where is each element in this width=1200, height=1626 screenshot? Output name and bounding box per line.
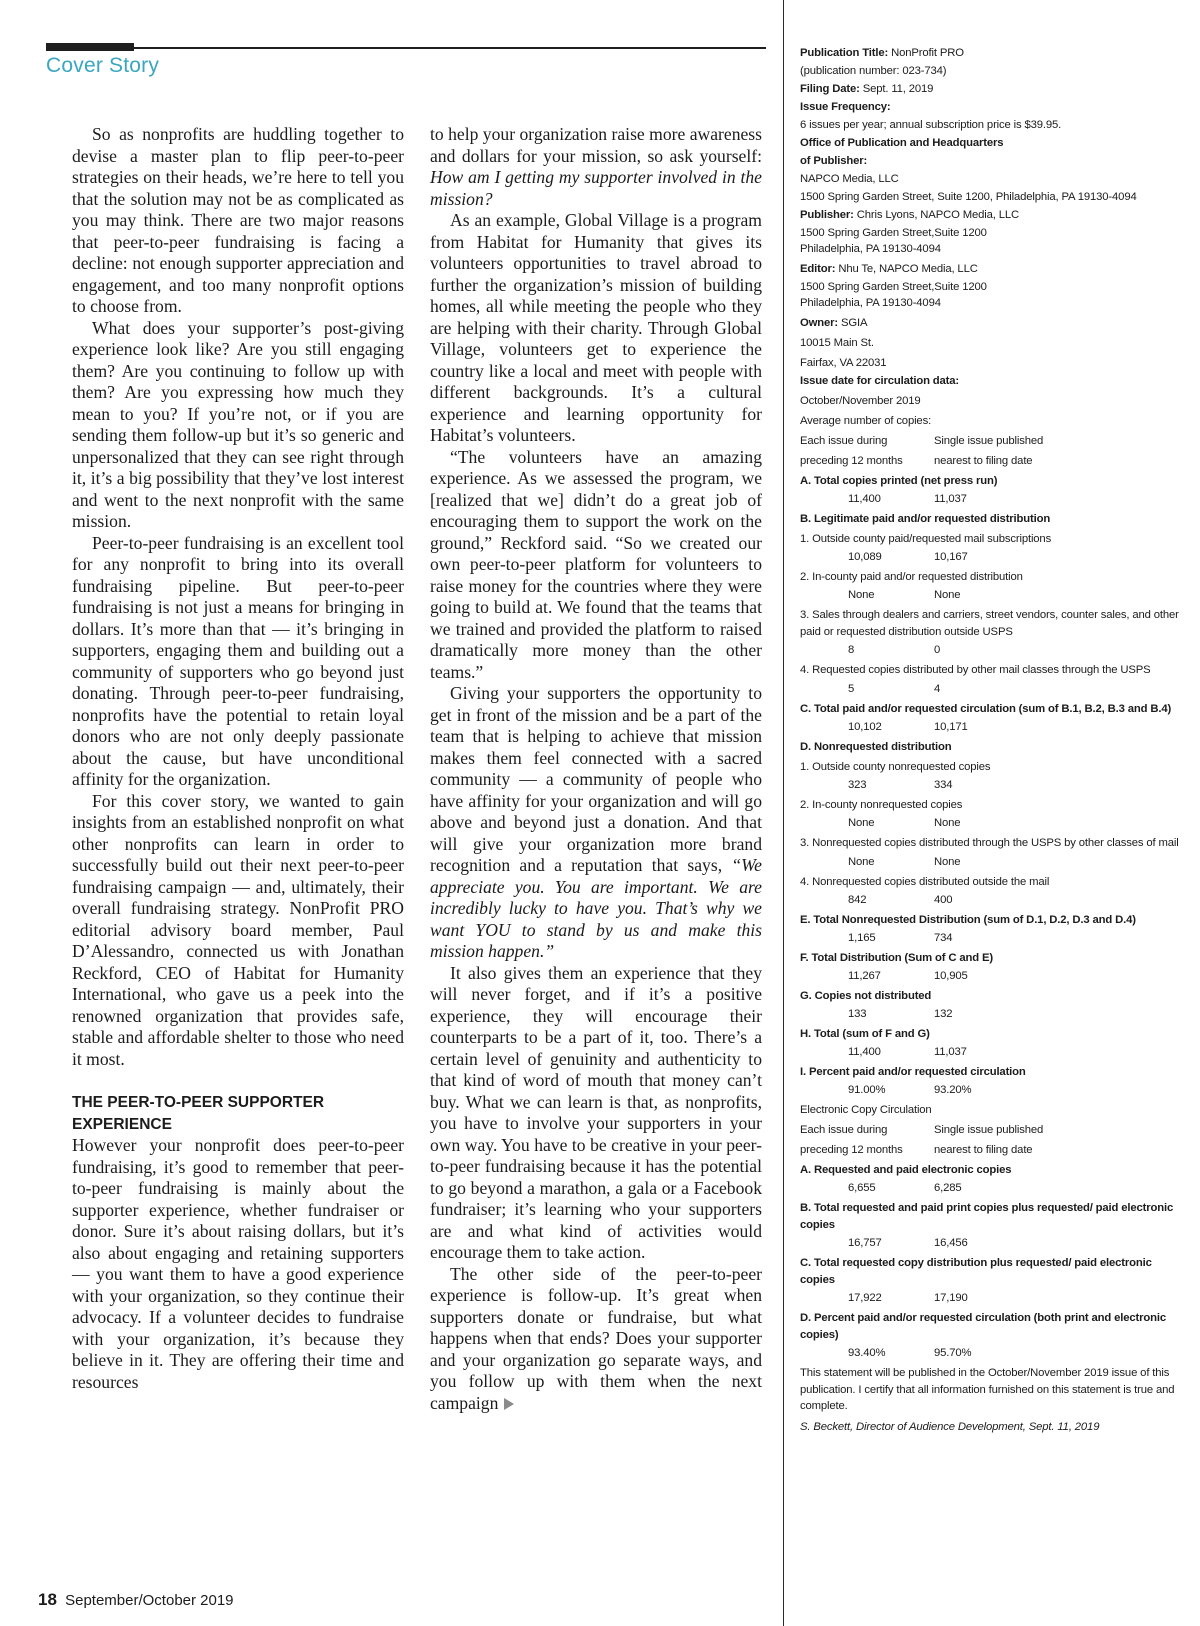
label: nearest to filing date xyxy=(934,1144,1033,1156)
row-values xyxy=(800,776,1180,794)
value: NonProfit PRO xyxy=(891,47,964,59)
value: 10,905 xyxy=(934,970,968,982)
label: Editor: xyxy=(800,263,836,275)
value: SGIA xyxy=(841,317,868,329)
label: C. Total requested copy distribution plus requested/ paid electronic copies xyxy=(800,1257,1152,1286)
editor-line xyxy=(800,260,1180,278)
row-label: 2. In-county paid and/or requested distribution xyxy=(800,571,1023,583)
row-values xyxy=(800,680,1180,698)
row-label xyxy=(800,1309,1180,1344)
office-address: 1500 Spring Garden Street, Suite 1200, Philadelphia, PA 19130-4094 xyxy=(800,191,1137,203)
italic-quote: How am I getting my supporter involved in the mission? xyxy=(430,167,762,209)
row-label xyxy=(800,738,1180,756)
paragraph-text: The other side of the peer-to-peer experience is follow-up. It’s great when supporters donate or fundraise, but what happens when that ends? Does your supporter and your organization go separate ways, and you follow up with them when the next campaign xyxy=(430,1263,762,1413)
label: Publication Title: xyxy=(800,47,889,59)
value: 93.20% xyxy=(934,1084,972,1096)
owner-line xyxy=(800,314,1180,332)
row-label xyxy=(800,949,1180,967)
article-column-2 xyxy=(430,124,762,1414)
label: of Publisher: xyxy=(800,155,868,167)
value: 10,167 xyxy=(934,551,968,563)
column-divider xyxy=(783,0,784,1626)
paragraph: For this cover story, we wanted to gain insights from an established nonprofit on what other nonprofits can learn in order to successfully build out their next peer-to-peer fundraising campaign — and, ultimately, their overall fundraising strategy. NonProfit PRO editorial advisory board member, Paul D’Alessandro, connected us with Jonathan Reckford, CEO of Habitat for Humanity International, who gave us a peek into the renowned organization that provides safe, stable and affordable shelter to those who need it most. xyxy=(72,790,404,1069)
owner-address: 10015 Main St. xyxy=(800,337,874,349)
value: 842 xyxy=(848,893,867,906)
publisher-address: Philadelphia, PA 19130-4094 xyxy=(800,243,941,255)
value: 11,400 xyxy=(848,493,881,505)
value: 10,089 xyxy=(848,551,882,563)
value: 734 xyxy=(934,932,953,944)
label: Filing Date: xyxy=(800,83,860,95)
issue-date: September/October 2019 xyxy=(65,1592,234,1609)
label: nearest to filing date xyxy=(934,455,1033,467)
section-label: Cover Story xyxy=(46,54,160,77)
office-label xyxy=(800,134,1180,152)
label: G. Copies not distributed xyxy=(800,990,932,1002)
label: I. Percent paid and/or requested circulation xyxy=(800,1066,1026,1078)
row-values xyxy=(800,1344,1180,1362)
issue-frequency: 6 issues per year; annual subscription price is $39.95. xyxy=(800,119,1062,131)
value: 11,400 xyxy=(848,1046,881,1058)
value: 11,037 xyxy=(934,1046,967,1058)
row-label: 3. Nonrequested copies distributed through the USPS by other classes of mail xyxy=(800,837,1179,849)
row-label xyxy=(800,1199,1180,1234)
publication-number: (publication number: 023-734) xyxy=(800,65,947,77)
row-values xyxy=(800,853,1180,871)
header-rule-accent xyxy=(46,43,134,51)
value: Nhu Te, NAPCO Media, LLC xyxy=(838,263,978,275)
value: 5 xyxy=(848,682,855,695)
label: F. Total Distribution (Sum of C and E) xyxy=(800,952,994,964)
page-number: 18 xyxy=(38,1590,57,1609)
value: 95.70% xyxy=(934,1347,972,1359)
paragraph: “The volunteers have an amazing experience. As we assessed the program, we [realized that we] didn’t do a great job of encouraging them to support the work on the ground,” Reckford said. “So we created our own peer-to-peer platform for volunteers to raise money for the countries where they were going to build at. We found that the teams that we trained and provided the platform to raised dramatically more money than the other teams.” xyxy=(430,446,762,682)
label: A. Total copies printed (net press run) xyxy=(800,475,998,487)
row-values xyxy=(800,1289,1180,1307)
row-label: 3. Sales through dealers and carriers, street vendors, counter sales, and other paid or requested distribution outside USPS xyxy=(800,609,1179,638)
label: D. Nonrequested distribution xyxy=(800,741,952,753)
paragraph: Peer-to-peer fundraising is an excellent tool for any nonprofit to bring into its overall fundraising pipeline. But peer-to-peer fundraising is not just a means for bringing in dollars. It’s more than that — it’s bringing in supporters, engaging them and building out a community of supporters who go beyond just donating. Through peer-to-peer fundraising, nonprofits have the potential to retain loyal donors who are not only deeply passionate about the cause, but have unconditional affinity for the organization. xyxy=(72,532,404,789)
value: 11,037 xyxy=(934,493,967,505)
average-copies-label: Average number of copies: xyxy=(800,415,932,427)
value: None xyxy=(848,817,875,829)
article-column-1 xyxy=(72,124,404,1393)
row-label xyxy=(800,1063,1180,1081)
row-label xyxy=(800,700,1180,719)
paragraph: What does your supporter’s post-giving experience look like? Are you still engaging them? Are you continuing to follow up with them? Are you expressing how much they mean to you? If you’re not, or if you are sending them follow-up but it’s so generic and unpersonalized that they can see right through it, it’s a big possibility that they’ve lost interest and went to the next nonprofit with the same mission. xyxy=(72,317,404,531)
row-values xyxy=(800,490,1180,508)
value: None xyxy=(934,855,961,868)
paragraph xyxy=(430,124,762,210)
label: E. Total Nonrequested Distribution (sum of D.1, D.2, D.3 and D.4) xyxy=(800,913,1136,926)
page-footer xyxy=(38,1590,234,1610)
label: Issue Frequency: xyxy=(800,101,891,113)
value: 8 xyxy=(848,644,855,656)
value: 17,922 xyxy=(848,1292,882,1304)
closing-statement: This statement will be published in the October/November 2019 issue of this publication. I certify that all information furnished on this statement is true and complete. xyxy=(800,1367,1175,1412)
value: 6,285 xyxy=(934,1182,962,1194)
paragraph: It also gives them an experience that they will never forget, and if it’s a positive experience, they will encourage their counterparts to be a part of it, too. There’s a certain level of genuinity and authenticity to that kind of word of mouth that money can’t buy. What we can learn is that, as nonprofits, you have to involve your supporters in your own way. You have to be creative in your peer-to-peer fundraising because it has the potential to go beyond a marathon, a gala or a Facebook fundraiser; it’s learning who your supporters are and what kind of activities would encourage them to take action. xyxy=(430,962,762,1262)
value: Chris Lyons, NAPCO Media, LLC xyxy=(856,209,1019,221)
row-label xyxy=(800,510,1180,528)
value: 132 xyxy=(934,1008,953,1020)
label: Office of Publication and Headquarters xyxy=(800,137,1004,149)
row-values xyxy=(800,641,1180,659)
paragraph: As an example, Global Village is a program from Habitat for Humanity that gives its volunteers opportunities to travel abroad to further the organization’s mission of building homes, all while meeting the people who they are helping with their charity. Through Global Village, volunteers get to experience the country like a local and meet with people with different backgrounds. It’s a cultural experience and learning opportunity for Habitat’s volunteers. xyxy=(430,210,762,445)
label: D. Percent paid and/or requested circulation (both print and electronic copies) xyxy=(800,1312,1166,1341)
electronic-heading: Electronic Copy Circulation xyxy=(800,1104,932,1116)
value: 10,171 xyxy=(934,721,968,733)
row-label xyxy=(800,472,1180,490)
row-label: 2. In-county nonrequested copies xyxy=(800,799,963,811)
row-values xyxy=(800,967,1180,985)
value: 1,165 xyxy=(848,932,876,944)
row-label xyxy=(800,1025,1180,1043)
row-label: 1. Outside county nonrequested copies xyxy=(800,761,991,773)
row-values xyxy=(800,1179,1180,1197)
row-values xyxy=(800,586,1180,604)
value: 11,267 xyxy=(848,970,881,982)
filing-date-line xyxy=(800,80,1180,98)
row-values xyxy=(800,1043,1180,1061)
value: 4 xyxy=(934,682,941,695)
label: preceding 12 months xyxy=(800,1144,903,1156)
issue-date-label xyxy=(800,372,1180,390)
paragraph: So as nonprofits are huddling together to devise a master plan to flip peer-to-peer strategies on their heads, we’re here to tell you that the solution may not be as complicated as you may think. There are two major reasons that peer-to-peer fundraising is facing a decline: not enough supporter appreciation and engagement, and too many nonprofit options to choose from. xyxy=(72,124,404,316)
row-values xyxy=(800,814,1180,832)
column-heading xyxy=(800,452,1180,470)
owner-address: Fairfax, VA 22031 xyxy=(800,357,887,369)
paragraph xyxy=(430,683,762,963)
value: Sept. 11, 2019 xyxy=(862,83,934,95)
publisher-line xyxy=(800,206,1180,224)
label: B. Total requested and paid print copies plus requested/ paid electronic copies xyxy=(800,1202,1174,1231)
paragraph-text: to help your organization raise more awareness and dollars for your mission, so ask yourself: xyxy=(430,124,762,166)
row-values xyxy=(800,548,1180,566)
value: None xyxy=(934,589,961,601)
label: Each issue during xyxy=(800,1124,888,1136)
issue-date-value: October/November 2019 xyxy=(800,395,921,407)
value: 16,757 xyxy=(848,1237,882,1249)
value: 323 xyxy=(848,779,867,791)
label: B. Legitimate paid and/or requested distribution xyxy=(800,513,1051,525)
column-heading xyxy=(800,1141,1180,1159)
row-values xyxy=(800,929,1180,947)
row-label: 4. Nonrequested copies distributed outside the mail xyxy=(800,875,1050,888)
label: Single issue published xyxy=(934,1124,1044,1136)
ownership-statement xyxy=(800,44,1180,1436)
signature-line: S. Beckett, Director of Audience Development, Sept. 11, 2019 xyxy=(800,1420,1100,1433)
value: None xyxy=(934,817,961,829)
label: Owner: xyxy=(800,317,839,329)
label: A. Requested and paid electronic copies xyxy=(800,1164,1012,1176)
publication-title-line xyxy=(800,44,1180,62)
value: 400 xyxy=(934,893,953,906)
value: 91.00% xyxy=(848,1084,886,1096)
row-label xyxy=(800,1161,1180,1179)
paragraph xyxy=(430,1264,762,1415)
value: 6,655 xyxy=(848,1182,876,1194)
column-heading xyxy=(800,432,1180,450)
row-label xyxy=(800,911,1180,930)
row-values xyxy=(800,1005,1180,1023)
value: 10,102 xyxy=(848,721,882,733)
row-values xyxy=(800,1234,1180,1252)
row-label xyxy=(800,987,1180,1005)
label: Publisher: xyxy=(800,209,854,221)
editor-address: Philadelphia, PA 19130-4094 xyxy=(800,297,941,309)
row-values xyxy=(800,891,1180,909)
office-label xyxy=(800,152,1180,170)
continue-arrow-icon xyxy=(504,1398,514,1410)
label: Each issue during xyxy=(800,435,888,447)
italic-quote: “We appreciate you. You are important. We are incredibly lucky to have you. That’s why we want YOU to stand by us and make this mission happen.” xyxy=(430,855,762,961)
value: None xyxy=(848,855,875,868)
label: Issue date for circulation data: xyxy=(800,375,960,387)
publisher-address: 1500 Spring Garden Street,Suite 1200 xyxy=(800,227,987,239)
header-rule xyxy=(46,47,766,49)
paragraph-text: Giving your supporters the opportunity to get in front of the mission and be a part of the team that is helping to achieve that mission makes them feel connected with a sacred community — a community of people who have affinity for your organization and will go above and beyond just a donation. And that will give your organization more brand recognition and a reputation that says, xyxy=(430,683,762,875)
row-label: 1. Outside county paid/requested mail subscriptions xyxy=(800,533,1052,545)
section-heading: THE PEER-TO-PEER SUPPORTER EXPERIENCE xyxy=(72,1094,325,1133)
row-values xyxy=(800,718,1180,736)
label: C. Total paid and/or requested circulation (sum of B.1, B.2, B.3 and B.4) xyxy=(800,702,1172,715)
row-label xyxy=(800,1254,1180,1289)
value: None xyxy=(848,589,875,601)
label: Single issue published xyxy=(934,435,1044,447)
value: 93.40% xyxy=(848,1347,886,1359)
column-heading xyxy=(800,1121,1180,1139)
issue-frequency-label xyxy=(800,98,1180,116)
value: 0 xyxy=(934,644,941,656)
paragraph: However your nonprofit does peer-to-peer fundraising, it’s good to remember that peer-to-peer fundraising is mainly about the supporter experience, whether fundraiser or donor. Sure it’s about raising dollars, but it’s also about engaging and retaining supporters — you want them to have a good experience with your organization, so they continue their advocacy. If a volunteer decides to fundraise with your organization, it’s because they believe in it. They are offering their time and resources xyxy=(72,1135,404,1392)
value: 16,456 xyxy=(934,1237,968,1249)
row-label: 4. Requested copies distributed by other mail classes through the USPS xyxy=(800,664,1151,676)
value: 17,190 xyxy=(934,1292,968,1304)
label: H. Total (sum of F and G) xyxy=(800,1028,930,1040)
office-name: NAPCO Media, LLC xyxy=(800,173,899,185)
editor-address: 1500 Spring Garden Street,Suite 1200 xyxy=(800,281,987,293)
label: preceding 12 months xyxy=(800,455,903,467)
row-values xyxy=(800,1081,1180,1099)
value: 334 xyxy=(934,779,953,791)
value: 133 xyxy=(848,1008,867,1020)
